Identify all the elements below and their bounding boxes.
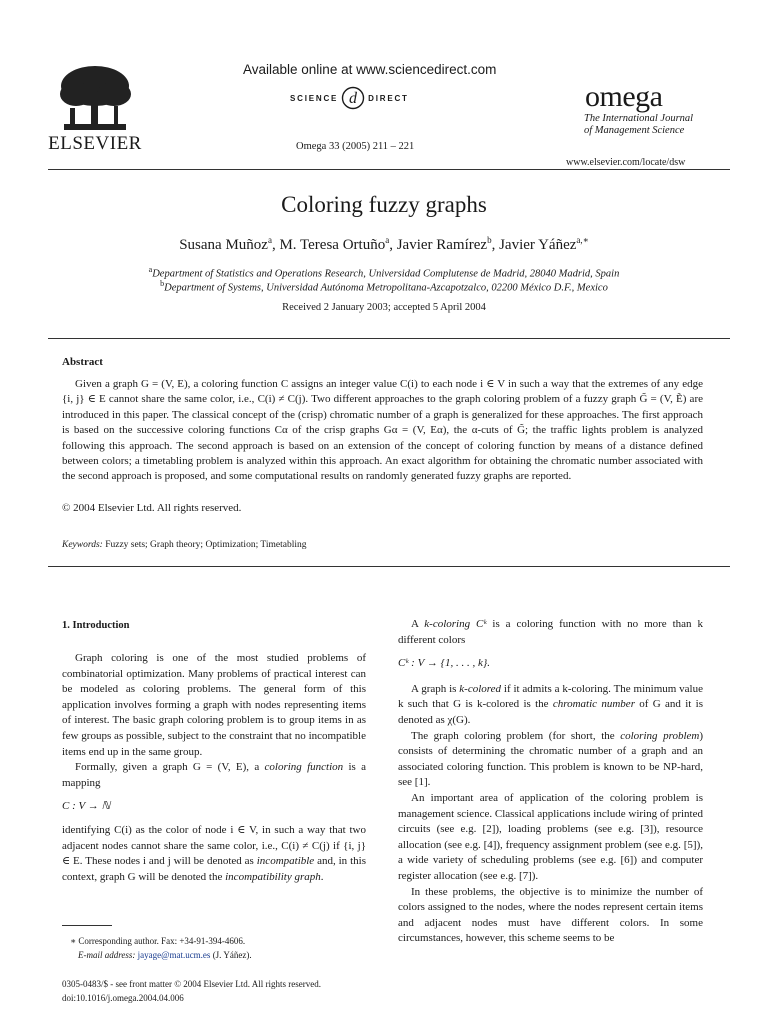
keywords-label: Keywords: <box>62 540 103 550</box>
right-column <box>398 617 703 947</box>
omega-journal-logo: omega <box>585 80 663 113</box>
term-k-coloring: k-coloring Cᵏ <box>424 618 487 630</box>
equation-coloring-map: C : V → ℕ <box>62 800 111 813</box>
front-matter <box>62 977 321 1005</box>
elsevier-tree-logo <box>56 64 134 134</box>
omega-subtitle-line-2: of Management Science <box>584 125 685 136</box>
author-name: Javier Yáñez <box>499 237 577 253</box>
author-affil-sup: b <box>487 235 492 245</box>
abstract-text <box>62 377 703 485</box>
author-name: Javier Ramírez <box>396 237 488 253</box>
affiliation-a <box>0 265 768 280</box>
p3-text-b: and, in this context, graph G will be denoted the <box>62 855 366 883</box>
author-name: Susana Muñoz <box>179 237 268 253</box>
author-separator: , <box>389 237 397 253</box>
right-paragraph-5: In these problems, the objective is to minimize the number of colors assigned to the nodes, where the nodes represent certain items and adjacent nodes must have different colors. In some circumstances, however, this scheme seems to be <box>398 885 703 945</box>
author-separator: , <box>271 237 280 253</box>
affil-a-sup: a <box>148 265 153 274</box>
abstract-heading: Abstract <box>62 356 103 368</box>
term-k-colored: k-colored <box>459 682 502 695</box>
affil-b-sup: b <box>160 279 165 288</box>
footnote-line-1: ∗ Corresponding author. Fax: +34-91-394-4606. <box>70 936 246 946</box>
author-list <box>0 235 768 254</box>
r2-text-b: if it admits a k-coloring. The minimum value k such that G is k-colored is the <box>398 682 703 711</box>
affil-b-text: Department of Systems, Universidad Autónoma Metropolitana-Azcapotzalco, 02200 México D.F., Mexico <box>164 282 608 294</box>
author-name: M. Teresa Ortuño <box>279 237 386 253</box>
abstract-divider <box>48 338 730 339</box>
email-owner: (J. Yáñez). <box>210 950 252 960</box>
sd-mark-letter: d <box>349 90 358 107</box>
r2-text-a: A graph is <box>411 682 460 695</box>
article-title: Coloring fuzzy graphs <box>281 192 487 217</box>
footnote-line-2 <box>62 948 362 962</box>
keywords <box>62 540 307 550</box>
intro-paragraph-2 <box>62 760 366 791</box>
term-chromatic-number: chromatic number <box>552 698 635 711</box>
corresponding-author-footnote <box>62 934 362 962</box>
front-matter-line-1: 0305-0483/$ - see front matter © 2004 Elsevier Ltd. All rights reserved. <box>62 979 322 989</box>
right-paragraph-1 <box>398 617 703 648</box>
term-coloring-problem: coloring problem <box>620 729 700 742</box>
r1-text-b: is a coloring function with no more than k different colors <box>398 618 703 646</box>
affil-a-text: Department of Statistics and Operations Research, Universidad Complutense de Madrid, 28040 Madrid, Spain <box>152 268 620 280</box>
equation-k-coloring: Cᵏ : V → {1, . . . , k}. <box>398 657 491 670</box>
r3-text-b: ) consists of determining the chromatic number of a graph and an associated coloring function. This problem is known to be NP-hard, see [1]. <box>398 729 704 789</box>
abstract-paragraph: Given a graph G = (V, E), a coloring function C assigns an integer value C(i) to each node i ∈ V in such a way that the extremes of any edge {i, j} ∈ E cannot share the same color, i.e., C(i) ≠ C(j). Two different approaches to the graph coloring problem of a fuzzy graph G̃ = (V, Ẽ) are introduced in this paper. The classical concept of the (crisp) chromatic number of a graph is generalized for these approaches. The first approach is based on the successive coloring functions Cα of the crisp graphs Gα = (V, Eα), the α-cuts of G̃; the traffic lights problem is analyzed following this approach. The second approach is based on an extension of the concept of coloring function by means of a distance defined between colors; a timetabling problem is analyzed within this approach. An exact algorithm for obtaining the chromatic number associated with the second approach is proposed, and some computational results on randomly generated fuzzy graphs are reported. <box>62 378 703 483</box>
received-dates: Received 2 January 2003; accepted 5 April 2004 <box>282 302 486 313</box>
r3-text-a: The graph coloring problem (for short, the <box>411 729 621 742</box>
right-paragraph-4: An important area of application of the coloring problem is management science. Classical applications include wiring of printed circuits (see e.g. [2]), loading problems (see e.g. [3]), resource allocation (see e.g. [4]), frequency assignment problem (see e.g. [5]), a wide variety of scheduling problems (see e.g. [6]) and computer register allocation (see e.g. [7]). <box>398 791 703 882</box>
author-email-link[interactable]: jayage@mat.ucm.es <box>137 950 211 960</box>
sciencedirect-logo <box>290 84 440 112</box>
affiliation-b <box>0 279 768 294</box>
intro-paragraph-3 <box>62 823 366 885</box>
right-paragraph-3 <box>398 729 703 791</box>
r1-text-a: A <box>411 618 425 630</box>
p2-text-a: Formally, given a graph G = (V, E), a <box>75 761 265 774</box>
term-incompatibility-graph: incompatibility graph <box>225 870 321 883</box>
keywords-divider <box>48 566 730 567</box>
author-affil-sup: a,∗ <box>576 235 589 245</box>
journal-url-link[interactable]: www.elsevier.com/locate/dsw <box>566 157 686 168</box>
left-column <box>62 651 366 885</box>
omega-subtitle <box>584 113 693 137</box>
email-label: E-mail address: <box>78 950 136 960</box>
right-paragraph-2 <box>398 682 703 729</box>
publisher-wordmark: ELSEVIER <box>48 133 142 154</box>
p2-text-b: is a mapping <box>62 761 366 789</box>
header-divider <box>48 169 730 170</box>
footnote-divider <box>62 925 112 926</box>
keywords-text: Fuzzy sets; Graph theory; Optimization; Timetabling <box>105 540 307 550</box>
p3-text-c: . <box>320 870 324 883</box>
intro-paragraph-1: Graph coloring is one of the most studied problems of combinatorial optimization. Many problems of practical interest can be modeled as coloring problems. The general form of this application involves forming a graph with nodes representing items of interest. The basic graph coloring problem is to group items in as few groups as possible, subject to the constraint that no incompatible items end up in the same group. <box>62 652 366 758</box>
author-affil-sup: a <box>385 235 390 245</box>
section-heading-introduction: 1. Introduction <box>62 620 130 631</box>
sd-left-word: SCIENCE <box>290 93 339 103</box>
journal-reference: Omega 33 (2005) 211 – 221 <box>296 141 415 152</box>
r2-text-c: of G and it is denoted as χ(G). <box>398 698 703 726</box>
term-incompatible: incompatible <box>256 855 315 868</box>
sd-right-word: DIRECT <box>368 93 409 103</box>
term-coloring-function: coloring function <box>264 761 344 774</box>
author-separator: , <box>491 237 500 253</box>
abstract-copyright: © 2004 Elsevier Ltd. All rights reserved. <box>62 502 242 514</box>
sciencedirect-d-icon <box>341 86 365 110</box>
author-affil-sup: a <box>267 235 272 245</box>
doi-text: doi:10.1016/j.omega.2004.04.006 <box>62 993 184 1003</box>
omega-subtitle-line-1: The International Journal <box>584 113 694 124</box>
p3-text-a: identifying C(i) as the color of node i ∈ V, in such a way that two adjacent nodes cannot share the same color, i.e., C(i) ≠ C(j) if {i, j} ∈ E. These nodes i and j will be denoted as <box>62 823 366 868</box>
available-online-text: Available online at www.sciencedirect.com <box>243 62 497 77</box>
